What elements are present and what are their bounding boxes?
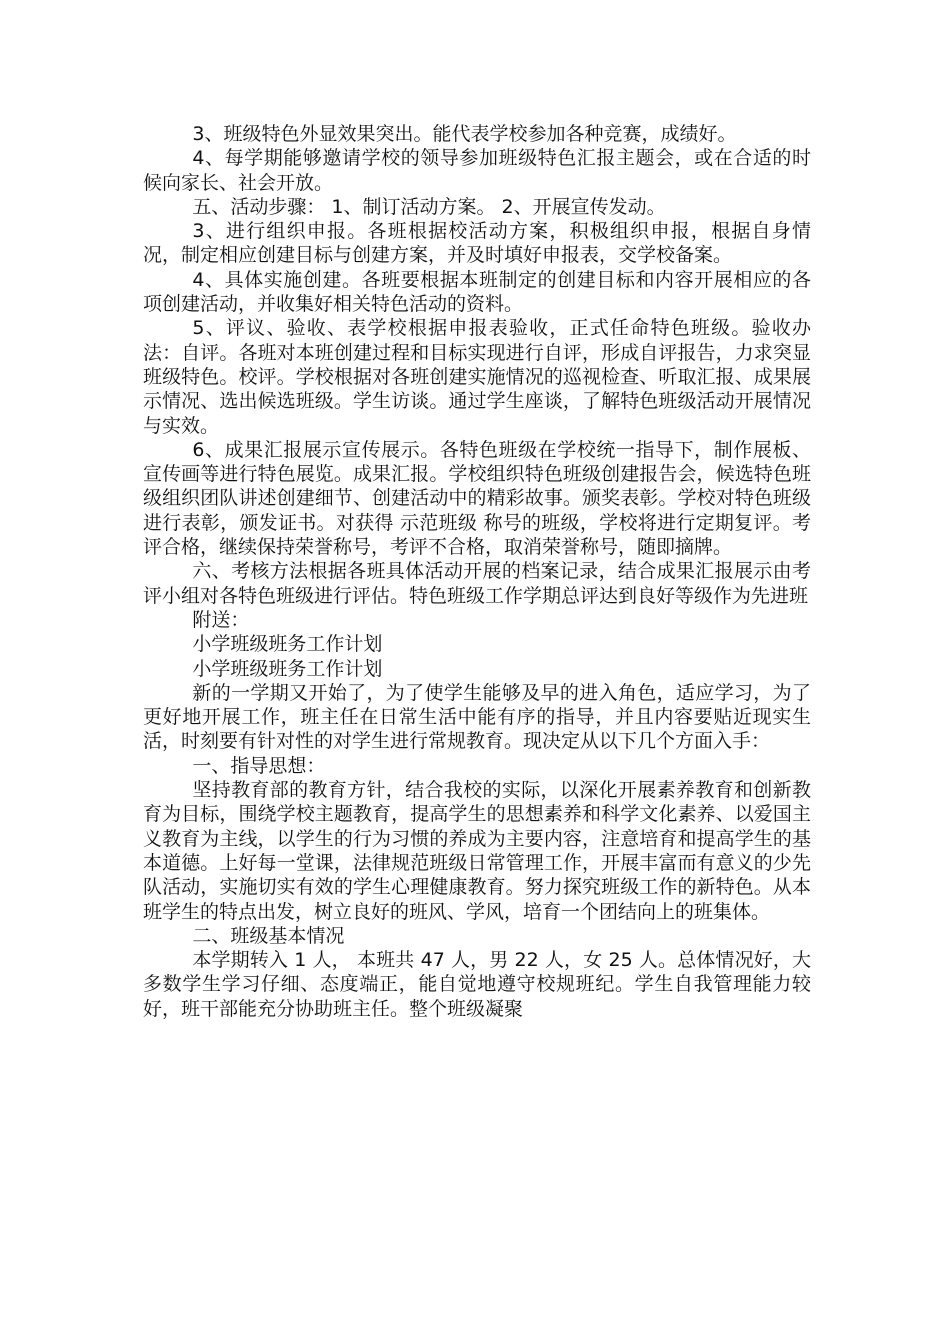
- section-heading-guiding-thought: 一、指导思想：: [192, 754, 326, 777]
- paragraph-step-5: 5、评议、验收、表学校根据申报表验收，正式任命特色班级。验收办法：自评。各班对本班创建过程和目标实现进行自评，形成自评报告，力求突显班级特色。校评。学校根据对各班创建实施情况的巡视检查、听取汇报、成果展示情况、选出候选班级。学生访谈。通过学生座谈，了解特色班级活动开展情况与实效。: [143, 317, 811, 437]
- appendix-label: 附送：: [192, 608, 250, 631]
- section-heading-activity-steps: 五、活动步骤： 1、制订活动方案。 2、开展宣传发动。: [192, 195, 666, 218]
- paragraph-item-3: 3、班级特色外显效果突出。能代表学校参加各种竞赛，成绩好。: [192, 123, 737, 145]
- paragraph-item-4: 4、每学期能够邀请学校的领导参加班级特色汇报主题会，或在合适的时候向家长、社会开放。: [143, 147, 811, 194]
- paragraph-step-4: 4、具体实施创建。各班要根据本班制定的创建目标和内容开展相应的各项创建活动，并收集好相关特色活动的资料。: [143, 268, 811, 316]
- section-heading-class-situation: 二、班级基本情况: [192, 924, 345, 947]
- document-body: [143, 122, 811, 1021]
- class-situation-paragraph: 本学期转入 1 人， 本班共 47 人，男 22 人，女 25 人。总体情况好，大多数学生学习仔细、态度端正，能自觉地遵守校规班纪。学生自我管理能力较好，班干部能充分协助班主任。整个班级凝聚: [143, 949, 811, 1020]
- guiding-thought-paragraph: 坚持教育部的教育方针，结合我校的实际，以深化开展素养教育和创新教育为目标，围绕学校主题教育，提高学生的思想素养和科学文化素养、以爱国主义教育为主线，以学生的行为习惯的养成为主要内容，注意培育和提高学生的基本道德。上好每一堂课，法律规范班级日常管理工作，开展丰富而有意义的少先队活动，实施切实有效的学生心理健康教育。努力探究班级工作的新特色。从本班学生的特点出发，树立良好的班风、学风，培育一个团结向上的班集体。: [143, 779, 811, 923]
- section-heading-assessment: 六、考核方法根据各班具体活动开展的档案记录，结合成果汇报展示由考评小组对各特色班级进行评估。特色班级工作学期总评达到良好等级作为先进班: [143, 560, 811, 607]
- paragraph-step-6: 6、成果汇报展示宣传展示。各特色班级在学校统一指导下，制作展板、宣传画等进行特色展览。成果汇报。学校组织特色班级创建报告会，候选特色班级组织团队讲述创建细节、创建活动中的精彩故事。颁奖表彰。学校对特色班级进行表彰，颁发证书。对获得 示范班级 称号的班级，学校将进行定期复评。考评合格，继续保持荣誉称号，考评不合格，取消荣誉称号，随即摘牌。: [143, 438, 811, 559]
- plan-title-repeat: 小学班级班务工作计划: [192, 657, 383, 680]
- paragraph-step-3: 3、进行组织申报。各班根据校活动方案，积极组织申报，根据自身情况，制定相应创建目标与创建方案，并及时填好申报表，交学校备案。: [143, 220, 811, 267]
- plan-title: 小学班级班务工作计划: [192, 633, 383, 656]
- plan-intro-paragraph: 新的一学期又开始了，为了使学生能够及早的进入角色，适应学习，为了更好地开展工作，班主任在日常生活中能有序的指导，并且内容要贴近现实生活，时刻要有针对性的对学生进行常规教育。现决定从以下几个方面入手：: [143, 681, 811, 753]
